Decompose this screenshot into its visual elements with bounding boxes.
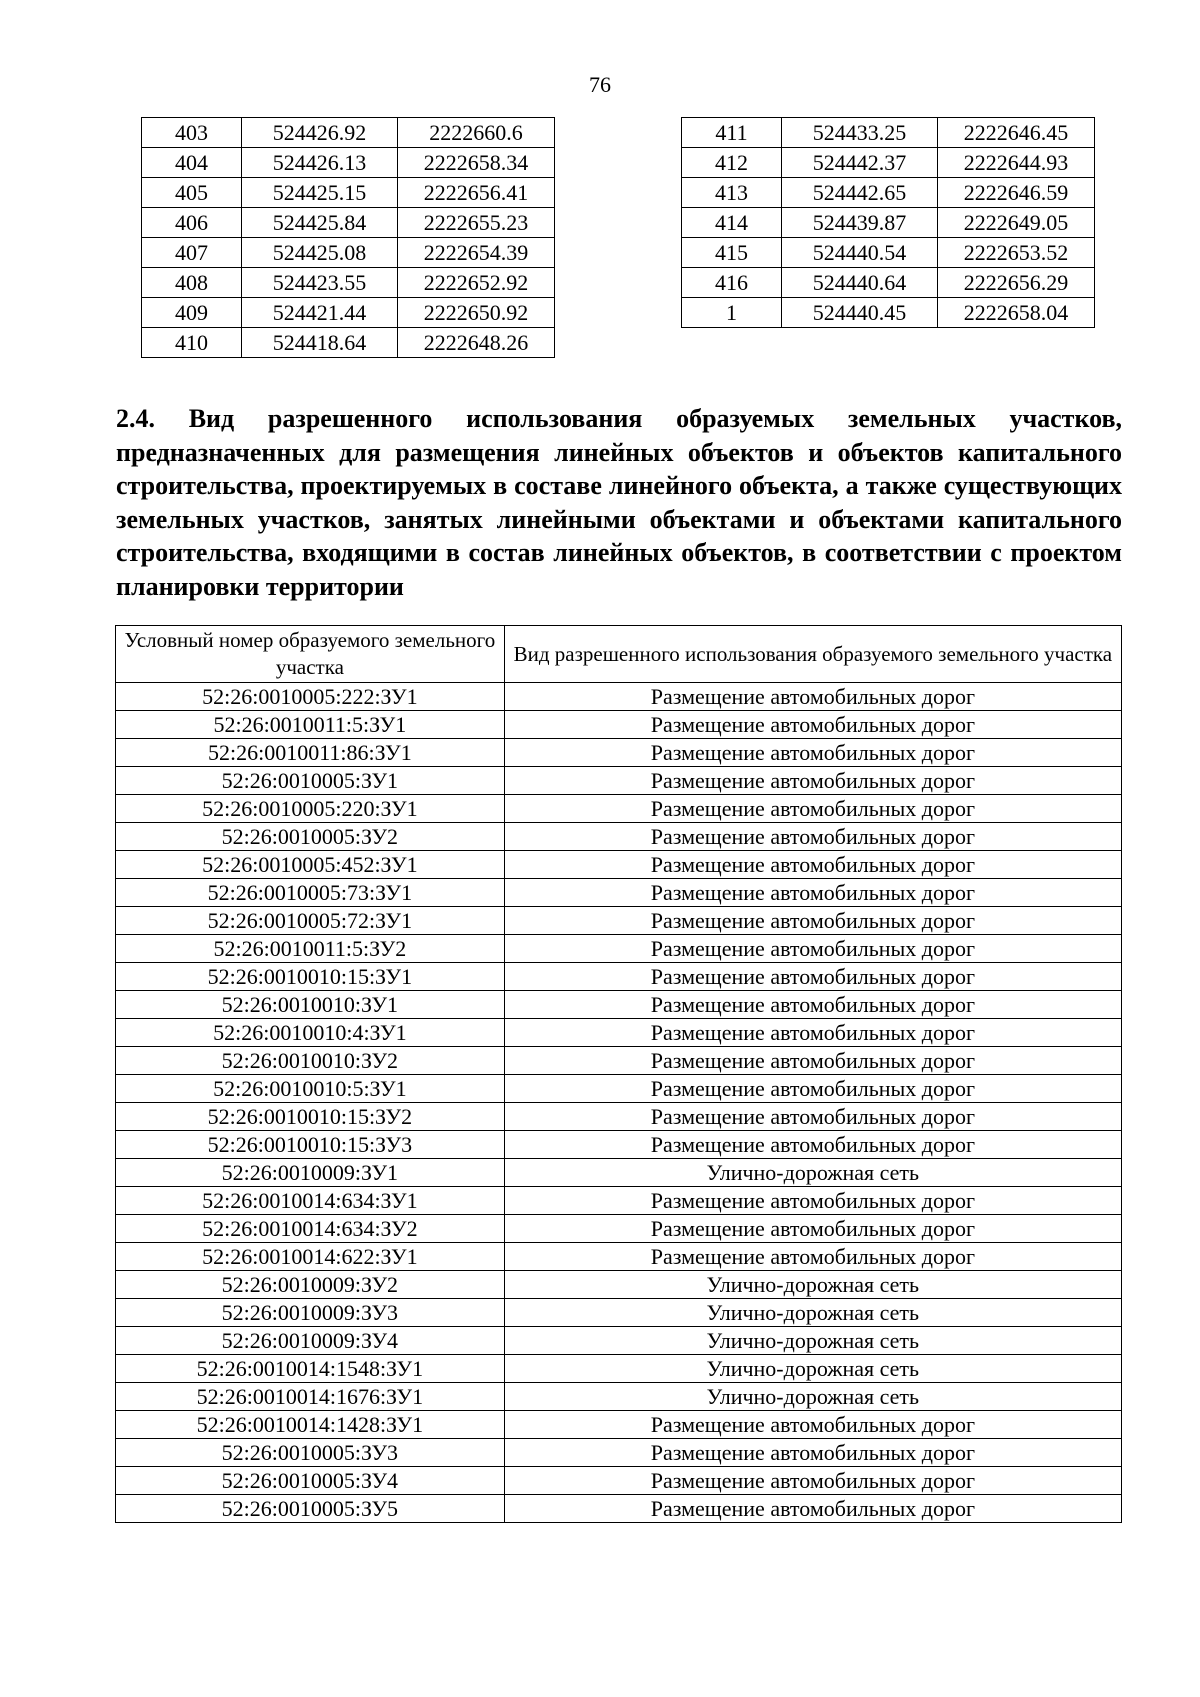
table-cell: 1 [682, 298, 782, 328]
table-cell: 2222649.05 [938, 208, 1095, 238]
table-cell: 524440.64 [782, 268, 938, 298]
table-row [682, 178, 1095, 208]
table-cell: 2222653.52 [938, 238, 1095, 268]
table-row [142, 178, 555, 208]
table-cell: 52:26:0010005:222:ЗУ1 [116, 683, 505, 711]
table-row [142, 298, 555, 328]
table-row [142, 148, 555, 178]
table-row [116, 1383, 1122, 1411]
table-row [116, 851, 1122, 879]
table-row [116, 739, 1122, 767]
table-cell: 52:26:0010005:ЗУ1 [116, 767, 505, 795]
table-cell: 405 [142, 178, 242, 208]
table-cell: 2222660.6 [398, 118, 555, 148]
table-row [682, 268, 1095, 298]
table-cell: 52:26:0010011:5:ЗУ2 [116, 935, 505, 963]
table-row [116, 935, 1122, 963]
table-cell: Улично-дорожная сеть [504, 1383, 1121, 1411]
table-cell: Размещение автомобильных дорог [504, 1019, 1121, 1047]
table-cell: 524440.45 [782, 298, 938, 328]
table-cell: 408 [142, 268, 242, 298]
table-cell: 2222652.92 [398, 268, 555, 298]
table-cell: Размещение автомобильных дорог [504, 1187, 1121, 1215]
table-cell: 52:26:0010010:4:ЗУ1 [116, 1019, 505, 1047]
table-cell: 52:26:0010014:1548:ЗУ1 [116, 1355, 505, 1383]
table-row [116, 991, 1122, 1019]
table-cell: 524442.65 [782, 178, 938, 208]
table-cell: 524426.13 [242, 148, 398, 178]
table-cell: Размещение автомобильных дорог [504, 963, 1121, 991]
table-cell: 524426.92 [242, 118, 398, 148]
table-row [142, 238, 555, 268]
table-row [116, 1467, 1122, 1495]
table-cell: 52:26:0010005:73:ЗУ1 [116, 879, 505, 907]
table-cell: 52:26:0010011:86:ЗУ1 [116, 739, 505, 767]
table-cell: 414 [682, 208, 782, 238]
header-plot-number: Условный номер образуемого земельного участка [116, 626, 505, 683]
table-cell: Улично-дорожная сеть [504, 1327, 1121, 1355]
table-cell: 52:26:0010014:634:ЗУ1 [116, 1187, 505, 1215]
table-cell: Улично-дорожная сеть [504, 1271, 1121, 1299]
table-cell: Размещение автомобильных дорог [504, 795, 1121, 823]
table-row [116, 711, 1122, 739]
table-row [116, 1299, 1122, 1327]
table-cell: 52:26:0010010:15:ЗУ2 [116, 1103, 505, 1131]
table-cell: 52:26:0010010:5:ЗУ1 [116, 1075, 505, 1103]
table-cell: Размещение автомобильных дорог [504, 711, 1121, 739]
table-row [116, 1271, 1122, 1299]
table-row [116, 1131, 1122, 1159]
table-cell: 52:26:0010014:622:ЗУ1 [116, 1243, 505, 1271]
table-cell: 52:26:0010005:ЗУ2 [116, 823, 505, 851]
table-row [116, 963, 1122, 991]
table-cell: Размещение автомобильных дорог [504, 879, 1121, 907]
table-row [116, 1327, 1122, 1355]
coordinates-table-right-body [682, 118, 1095, 328]
table-cell: 52:26:0010005:72:ЗУ1 [116, 907, 505, 935]
table-cell: 413 [682, 178, 782, 208]
table-cell: Размещение автомобильных дорог [504, 767, 1121, 795]
table-cell: 52:26:0010011:5:ЗУ1 [116, 711, 505, 739]
table-cell: 52:26:0010014:1676:ЗУ1 [116, 1383, 505, 1411]
table-cell: 52:26:0010010:15:ЗУ1 [116, 963, 505, 991]
table-cell: 412 [682, 148, 782, 178]
table-cell: 2222646.45 [938, 118, 1095, 148]
table-cell: Размещение автомобильных дорог [504, 1243, 1121, 1271]
table-cell: 52:26:0010009:ЗУ3 [116, 1299, 505, 1327]
table-cell: 406 [142, 208, 242, 238]
table-cell: Улично-дорожная сеть [504, 1299, 1121, 1327]
table-cell: 409 [142, 298, 242, 328]
table-cell: 2222654.39 [398, 238, 555, 268]
table-cell: Размещение автомобильных дорог [504, 935, 1121, 963]
table-row [116, 823, 1122, 851]
table-row [116, 767, 1122, 795]
table-row [116, 1047, 1122, 1075]
table-cell: Размещение автомобильных дорог [504, 907, 1121, 935]
table-row [682, 238, 1095, 268]
table-cell: 524418.64 [242, 328, 398, 358]
table-cell: Размещение автомобильных дорог [504, 683, 1121, 711]
table-cell: 524439.87 [782, 208, 938, 238]
table-row [142, 118, 555, 148]
table-cell: Размещение автомобильных дорог [504, 851, 1121, 879]
table-cell: Размещение автомобильных дорог [504, 1495, 1121, 1523]
table-row [682, 298, 1095, 328]
table-row [116, 1215, 1122, 1243]
table-row [116, 1159, 1122, 1187]
table-row [682, 118, 1095, 148]
header-permitted-use: Вид разрешенного использования образуемого земельного участка [504, 626, 1121, 683]
table-row [116, 1411, 1122, 1439]
table-cell: 410 [142, 328, 242, 358]
table-row [116, 907, 1122, 935]
table-cell: Размещение автомобильных дорог [504, 823, 1121, 851]
table-cell: 524425.15 [242, 178, 398, 208]
table-row [142, 268, 555, 298]
land-use-table [115, 625, 1122, 1523]
table-cell: 524442.37 [782, 148, 938, 178]
table-cell: Размещение автомобильных дорог [504, 1103, 1121, 1131]
land-use-table-header [116, 626, 1122, 683]
table-cell: 52:26:0010005:ЗУ4 [116, 1467, 505, 1495]
table-cell: 2222656.29 [938, 268, 1095, 298]
page-number: 76 [589, 72, 611, 97]
land-use-table-body [116, 683, 1122, 1523]
table-row [116, 1187, 1122, 1215]
table-cell: 2222656.41 [398, 178, 555, 208]
table-cell: Размещение автомобильных дорог [504, 1439, 1121, 1467]
table-cell: 52:26:0010010:ЗУ1 [116, 991, 505, 1019]
table-cell: 52:26:0010005:ЗУ3 [116, 1439, 505, 1467]
coordinates-table-right [681, 117, 1095, 328]
coordinates-table-left-body [142, 118, 555, 358]
table-cell: 524425.08 [242, 238, 398, 268]
table-cell: Размещение автомобильных дорог [504, 991, 1121, 1019]
table-cell: 2222648.26 [398, 328, 555, 358]
table-cell: 2222650.92 [398, 298, 555, 328]
table-row [116, 795, 1122, 823]
table-cell: 2222658.04 [938, 298, 1095, 328]
table-cell: 2222646.59 [938, 178, 1095, 208]
table-cell: 524440.54 [782, 238, 938, 268]
table-cell: 52:26:0010014:1428:ЗУ1 [116, 1411, 505, 1439]
table-cell: 52:26:0010005:ЗУ5 [116, 1495, 505, 1523]
section-heading: 2.4. Вид разрешенного использования образуемых земельных участков, предназначенных для размещения линейных объектов и объектов капитального строительства, проектируемых в составе линейного объекта, а также существующих земельных участков, занятых линейными объектами и объектами капитального строительства, входящими в состав линейных объектов, в соответствии с проектом планировки территории [116, 404, 1122, 601]
table-cell: 404 [142, 148, 242, 178]
table-cell: 52:26:0010009:ЗУ4 [116, 1327, 505, 1355]
table-row [142, 208, 555, 238]
table-row [116, 1355, 1122, 1383]
table-cell: Улично-дорожная сеть [504, 1355, 1121, 1383]
table-cell: Размещение автомобильных дорог [504, 1215, 1121, 1243]
land-use-header-row [116, 626, 1122, 683]
table-cell: 407 [142, 238, 242, 268]
table-row [142, 328, 555, 358]
table-cell: 2222658.34 [398, 148, 555, 178]
table-cell: 2222644.93 [938, 148, 1095, 178]
table-row [682, 148, 1095, 178]
table-cell: 52:26:0010010:15:ЗУ3 [116, 1131, 505, 1159]
table-row [116, 1243, 1122, 1271]
table-row [116, 683, 1122, 711]
table-cell: 416 [682, 268, 782, 298]
table-cell: 52:26:0010014:634:ЗУ2 [116, 1215, 505, 1243]
table-row [116, 1075, 1122, 1103]
coordinates-table-left [141, 117, 555, 358]
table-row [116, 1439, 1122, 1467]
table-cell: 2222655.23 [398, 208, 555, 238]
table-cell: 52:26:0010005:220:ЗУ1 [116, 795, 505, 823]
table-row [116, 1495, 1122, 1523]
table-cell: 415 [682, 238, 782, 268]
table-cell: Размещение автомобильных дорог [504, 1131, 1121, 1159]
table-cell: 524433.25 [782, 118, 938, 148]
table-cell: 524425.84 [242, 208, 398, 238]
table-row [116, 879, 1122, 907]
table-cell: Размещение автомобильных дорог [504, 1467, 1121, 1495]
table-cell: 52:26:0010010:ЗУ2 [116, 1047, 505, 1075]
table-cell: Улично-дорожная сеть [504, 1159, 1121, 1187]
table-cell: 524423.55 [242, 268, 398, 298]
table-cell: 411 [682, 118, 782, 148]
table-cell: Размещение автомобильных дорог [504, 739, 1121, 767]
table-cell: 52:26:0010009:ЗУ1 [116, 1159, 505, 1187]
table-cell: Размещение автомобильных дорог [504, 1047, 1121, 1075]
table-cell: 52:26:0010009:ЗУ2 [116, 1271, 505, 1299]
table-cell: Размещение автомобильных дорог [504, 1075, 1121, 1103]
table-cell: 403 [142, 118, 242, 148]
table-row [682, 208, 1095, 238]
table-cell: 524421.44 [242, 298, 398, 328]
table-row [116, 1019, 1122, 1047]
table-row [116, 1103, 1122, 1131]
table-cell: Размещение автомобильных дорог [504, 1411, 1121, 1439]
table-cell: 52:26:0010005:452:ЗУ1 [116, 851, 505, 879]
